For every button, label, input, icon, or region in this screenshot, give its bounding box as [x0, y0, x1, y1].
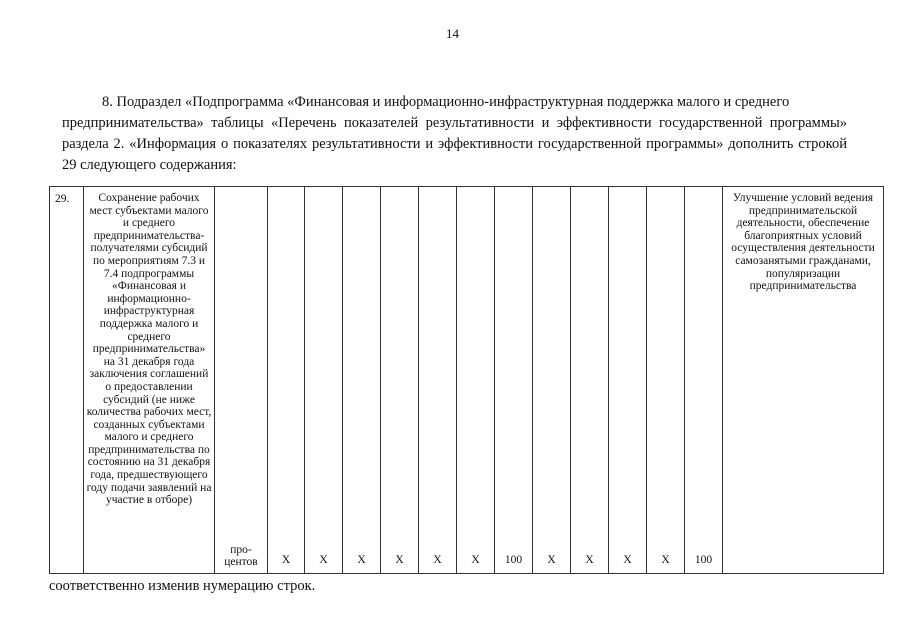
intro-rest: предпринимательства» таблицы «Перечень показателей результативности и эффективности государственной программы» раздела 2. «Информация о показателях результативности и эффективности государственной программы» дополнить строкой 29 следующего содержания:: [62, 115, 847, 173]
value-cell: X: [571, 187, 609, 574]
value-cell: X: [457, 187, 495, 574]
value-cell: 100: [495, 187, 533, 574]
indicator-name-cell: Сохранение рабочих мест субъектами малого и среднего предпринимательства-получателями субсидий по мероприятиям 7.3 и 7.4 подпрограммы «Финансовая и информационно-инфраструктурная поддержка малого и среднего предпринимательства» на 31 декабря года заключения соглашений о предоставлении субсидий (не ниже количества рабочих мест, созданных субъектами малого и среднего предпринимательства по состоянию на 31 декабря года, предшествующего году подачи заявлений на участие в отборе): [84, 187, 215, 574]
value-cell: X: [381, 187, 419, 574]
value-cell: 100: [685, 187, 723, 574]
intro-first-line: 8. Подраздел «Подпрограмма «Финансовая и информационно-инфраструктурная поддержка малого и среднего: [102, 94, 790, 110]
value-cell: X: [533, 187, 571, 574]
indicator-table: [49, 186, 884, 574]
note-cell: Улучшение условий ведения предпринимательской деятельности, обеспечение благоприятных условий осуществления деятельности самозанятыми гражданами, популяризации предпринимательства: [723, 187, 884, 574]
value-cell: X: [419, 187, 457, 574]
row-number-cell: 29.: [50, 187, 84, 574]
intro-paragraph: [62, 92, 847, 176]
value-cell: X: [268, 187, 305, 574]
unit-cell: про-центов: [215, 187, 268, 574]
value-cell: X: [647, 187, 685, 574]
closing-text: соответственно изменив нумерацию строк.: [49, 578, 316, 594]
value-cell: X: [343, 187, 381, 574]
page-number: 14: [446, 26, 459, 41]
value-cell: X: [305, 187, 343, 574]
value-cell: X: [609, 187, 647, 574]
table-row: [50, 187, 884, 574]
